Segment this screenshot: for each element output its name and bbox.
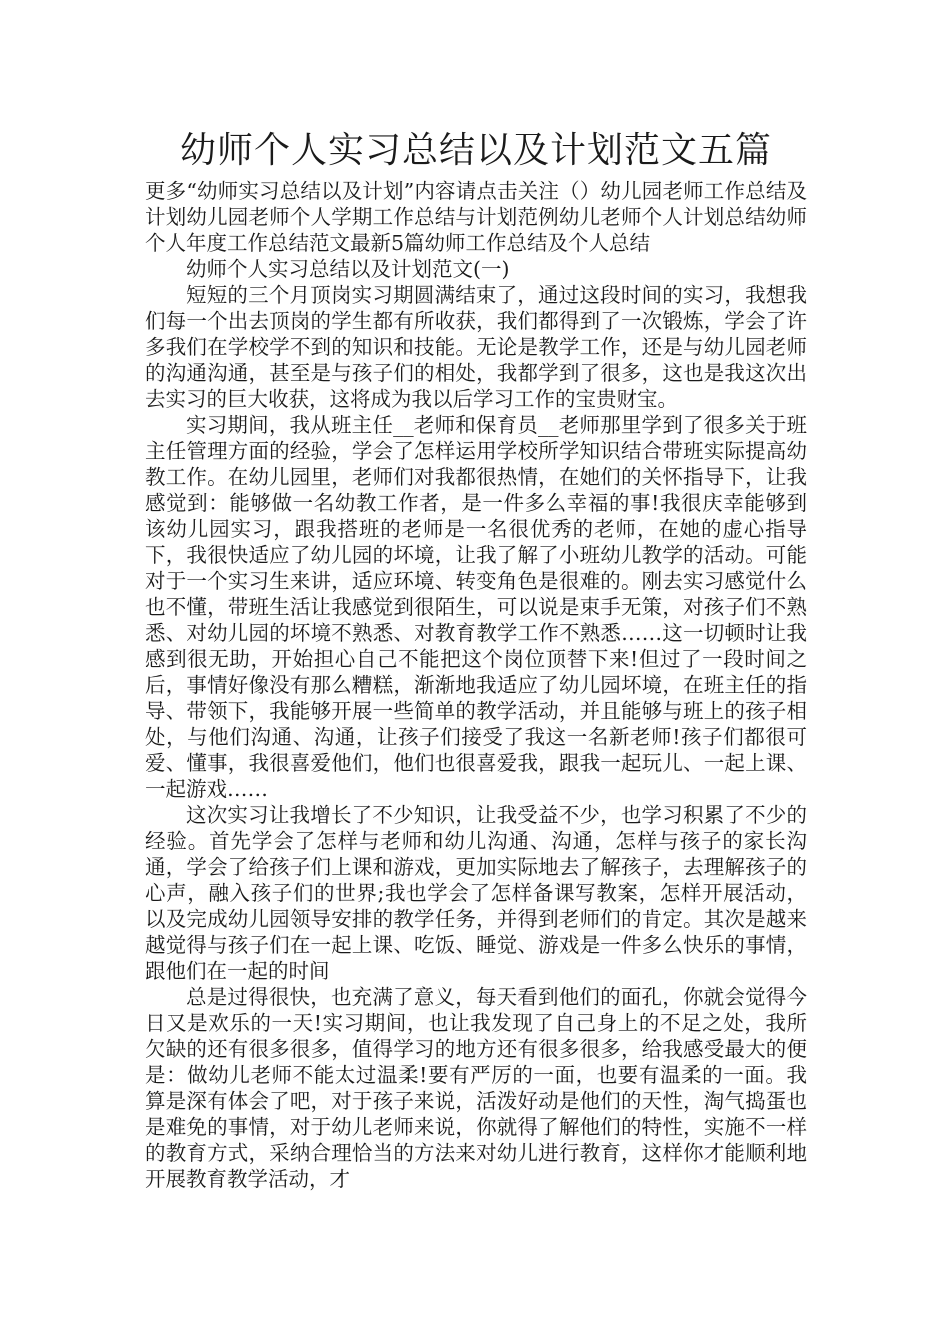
body-paragraph-1: 短短的三个月顶岗实习期圆满结束了，通过这段时间的实习，我想我们每一个出去顶岗的学生都有所收获，我们都得到了一次锻炼，学会了许多我们在学校学不到的知识和技能。无论是教学工作，还是与幼儿园老师的沟通沟通，甚至是与孩子们的相处，我都学到了很多，这也是我这次出去实习的巨大收获，这将成为我以后学习工作的宝贵财宝。 (145, 283, 807, 411)
body-paragraph-4: 总是过得很快，也充满了意义，每天看到他们的面孔，你就会觉得今日又是欢乐的一天!实习期间，也让我发现了自己身上的不足之处，我所欠缺的还有很多很多，值得学习的地方还有很多很多，给我感受最大的便是：做幼儿老师不能太过温柔!要有严厉的一面，也要有温柔的一面。我算是深有体会了吧，对于孩子来说，活泼好动是他们的天性，淘气捣蛋也是难免的事情，对于幼儿老师来说，你就得了解他们的特性，实施不一样的教育方式，采纳合理恰当的方法来对幼儿进行教育，这样你才能顺利地开展教育教学活动，才 (145, 985, 807, 1191)
document-page (145, 128, 807, 1192)
section-heading: 幼师个人实习总结以及计划范文(一) (186, 257, 510, 281)
body-paragraph-3: 这次实习让我增长了不少知识，让我受益不少，也学习积累了不少的经验。首先学会了怎样与老师和幼儿沟通、沟通，怎样与孩子的家长沟通，学会了给孩子们上课和游戏，更加实际地去了解孩子，去理解孩子的心声，融入孩子们的世界;我也学会了怎样备课写教案，怎样开展活动，以及完成幼儿园领导安排的教学任务，并得到老师们的肯定。其次是越来越觉得与孩子们在一起上课、吃饭、睡觉、游戏是一件多么快乐的事情，跟他们在一起的时间 (145, 803, 807, 983)
body-paragraph-2: 实习期间，我从班主任__老师和保育员__老师那里学到了很多关于班主任管理方面的经验，学会了怎样运用学校所学知识结合带班实际提高幼教工作。在幼儿园里，老师们对我都很热情，在她们的关怀指导下，让我感觉到：能够做一名幼教工作者，是一件多么幸福的事!我很庆幸能够到该幼儿园实习，跟我搭班的老师是一名很优秀的老师，在她的虚心指导下，我很快适应了幼儿园的坏境，让我了解了小班幼儿教学的活动。可能对于一个实习生来讲，适应环境、转变角色是很难的。刚去实习感觉什么也不懂，带班生活让我感觉到很陌生，可以说是束手无策，对孩子们不熟悉、对幼儿园的坏境不熟悉、对教育教学工作不熟悉……这一切顿时让我感到很无助，开始担心自己不能把这个岗位顶替下来!但过了一段时间之后，事情好像没有那么糟糕，渐渐地我适应了幼儿园坏境，在班主任的指导、带领下，我能够开展一些简单的教学活动，并且能够与班上的孩子相处，与他们沟通、沟通，让孩子们接受了我这一名新老师!孩子们都很可爱、懂事，我很喜爱他们，他们也很喜爱我，跟我一起玩儿、一起上课、一起游戏…… (145, 413, 807, 801)
document-title: 幼师个人实习总结以及计划范文五篇 (179, 130, 772, 171)
intro-paragraph: 更多“幼师实习总结以及计划”内容请点击关注（）幼儿园老师工作总结及计划幼儿园老师个人学期工作总结与计划范例幼儿老师个人计划总结幼师个人年度工作总结范文最新5篇幼师工作总结及个人总结 (145, 179, 807, 255)
